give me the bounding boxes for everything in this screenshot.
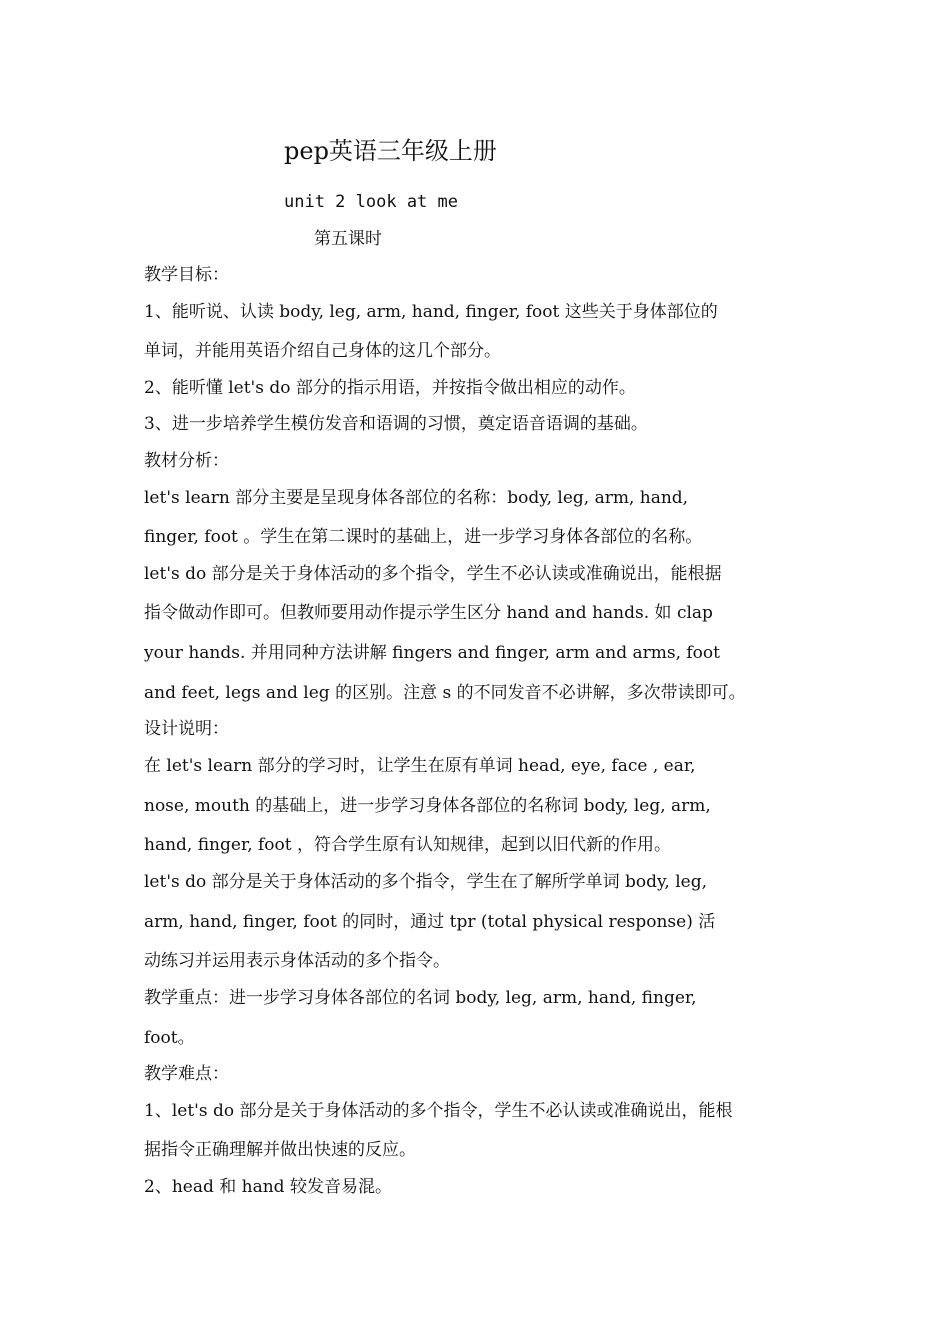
text-line: 2、head 和 hand 较发音易混。 [144, 1177, 392, 1197]
text-line: 2、能听懂 let's do 部分的指示用语，并按指令做出相应的动作。 [144, 378, 636, 398]
text-line: 动练习并运用表示身体活动的多个指令。 [144, 951, 450, 971]
text-line: let's learn 部分主要是呈现身体各部位的名称：body, leg, arm, hand, [144, 488, 689, 508]
text-line: 3、进一步培养学生模仿发音和语调的习惯，奠定语音语调的基础。 [144, 414, 648, 434]
text-line: 在 let's learn 部分的学习时，让学生在原有单词 head, eye, face , ear, [144, 756, 696, 776]
text-line: hand, finger, foot ，符合学生原有认知规律，起到以旧代新的作用。 [144, 835, 672, 855]
text-line: nose, mouth 的基础上，进一步学习身体各部位的名称词 body, leg, arm, [144, 796, 711, 816]
text-line: arm, hand, finger, foot 的同时，通过 tpr (total physical response) 活 [144, 912, 716, 932]
text-line: let's do 部分是关于身体活动的多个指令，学生不必认读或准确说出，能根据 [144, 564, 722, 584]
text-line: foot。 [144, 1028, 195, 1048]
section-heading-difficulties: 教学难点： [144, 1064, 229, 1084]
lesson-heading: 第五课时 [314, 229, 382, 249]
text-line: 据指令正确理解并做出快速的反应。 [144, 1140, 416, 1160]
text-line: let's do 部分是关于身体活动的多个指令，学生在了解所学单词 body, leg, [144, 872, 707, 892]
text-line: 单词，并能用英语介绍自己身体的这几个部分。 [144, 341, 501, 361]
section-heading-material-analysis: 教材分析： [144, 451, 229, 471]
document-title: pep英语三年级上册 [284, 137, 497, 165]
text-line: 1、let's do 部分是关于身体活动的多个指令，学生不必认读或准确说出，能根 [144, 1101, 733, 1121]
text-line: 1、能听说、认读 body, leg, arm, hand, finger, foot 这些关于身体部位的 [144, 302, 718, 322]
section-heading-objectives: 教学目标： [144, 265, 229, 285]
unit-heading: unit 2 look at me [284, 192, 458, 212]
section-heading-design-notes: 设计说明： [144, 719, 229, 739]
text-line: your hands. 并用同种方法讲解 fingers and finger, arm and arms, foot [144, 643, 720, 663]
text-line: finger, foot 。学生在第二课时的基础上，进一步学习身体各部位的名称。 [144, 527, 703, 547]
text-line: 指令做动作即可。但教师要用动作提示学生区分 hand and hands. 如 clap [144, 603, 713, 623]
text-line: and feet, legs and leg 的区别。注意 s 的不同发音不必讲解，多次带读即可。 [144, 683, 746, 703]
text-line-key-points: 教学重点：进一步学习身体各部位的名词 body, leg, arm, hand, finger, [144, 988, 697, 1008]
